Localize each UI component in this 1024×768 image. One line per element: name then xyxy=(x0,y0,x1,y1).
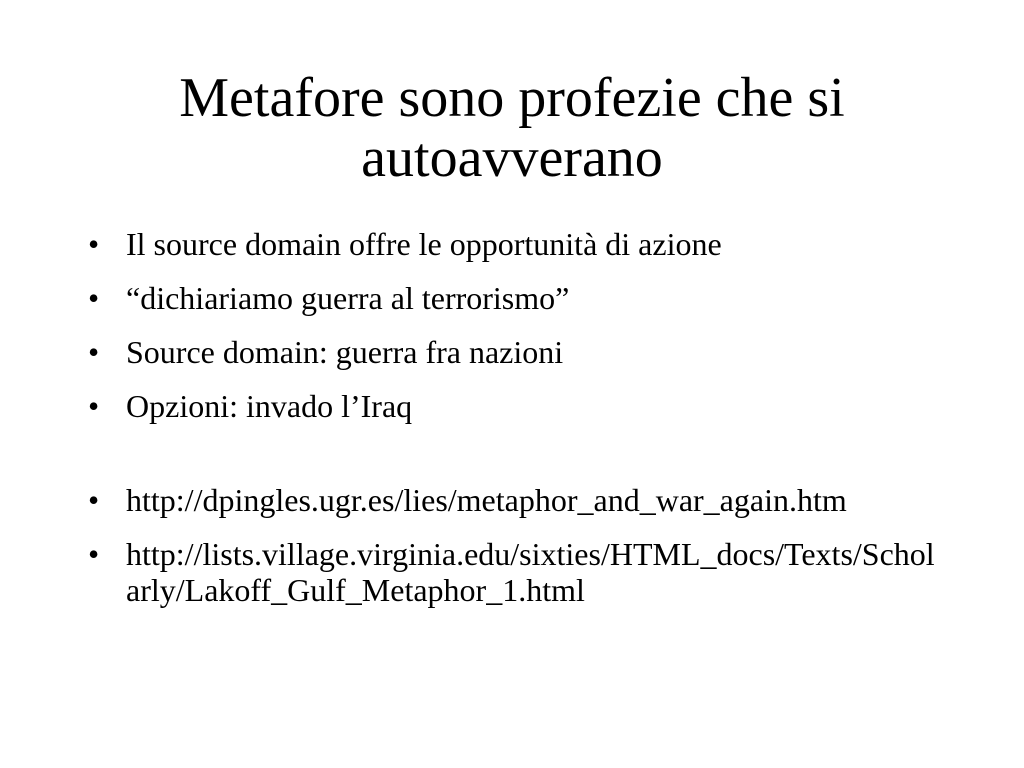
bullet-text: Source domain: guerra fra nazioni xyxy=(126,334,564,370)
bullet-text: Il source domain offre le opportunità di azione xyxy=(126,226,722,262)
bullet-dot-icon: • xyxy=(88,280,100,316)
bullet-dot-icon: • xyxy=(88,482,100,518)
bullet-text: Opzioni: invado l’Iraq xyxy=(126,388,413,424)
bullet-dot-icon: • xyxy=(88,536,100,572)
bullet-item xyxy=(88,280,948,316)
bullet-link-item[interactable] xyxy=(88,536,948,608)
slide-title: Metafore sono profezie che si autoavverano xyxy=(179,67,845,189)
bullet-dot-icon: • xyxy=(88,226,100,262)
bullet-item xyxy=(88,388,948,424)
bullet-item xyxy=(88,334,948,370)
bullet-list xyxy=(88,226,948,626)
bullet-dot-icon: • xyxy=(88,388,100,424)
bullet-text: “dichiariamo guerra al terrorismo” xyxy=(126,280,570,316)
bullet-dot-icon: • xyxy=(88,334,100,370)
bullet-item xyxy=(88,226,948,262)
url-text[interactable]: http://lists.village.virginia.edu/sixties/HTML_docs/Texts/Scholarly/Lakoff_Gulf_Metaphor_1.html xyxy=(126,536,935,608)
bullet-link-item[interactable] xyxy=(88,482,948,518)
url-text[interactable]: http://dpingles.ugr.es/lies/metaphor_and_war_again.htm xyxy=(126,482,847,518)
